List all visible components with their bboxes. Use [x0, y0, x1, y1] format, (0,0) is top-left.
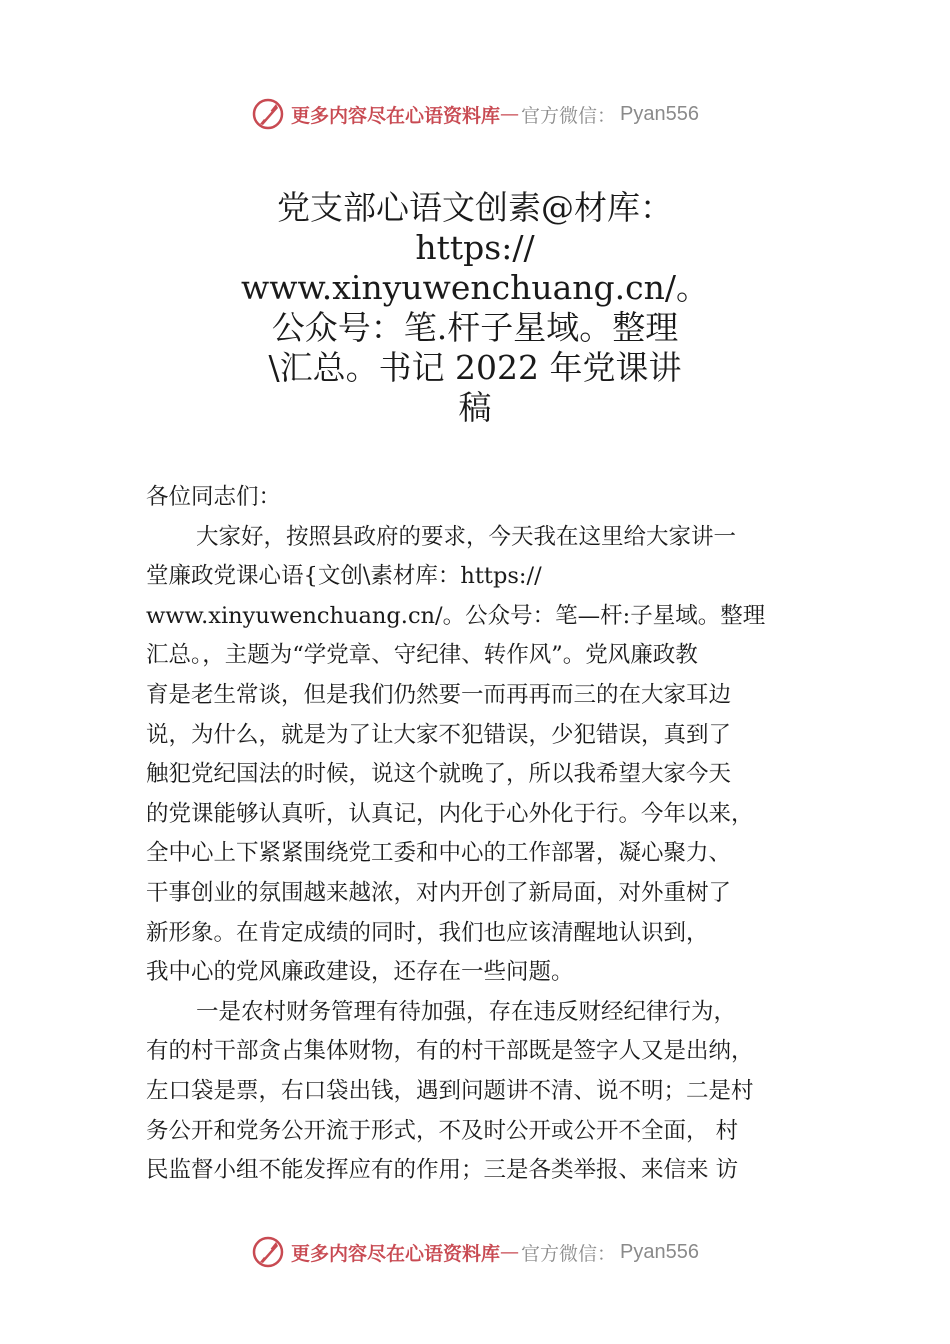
- banner-separator: —: [500, 1241, 520, 1263]
- title-line: \汇总。书记 2022 年党课讲: [268, 348, 682, 387]
- paragraph-line: 堂廉政党课心语{文创\素材库：https://: [146, 563, 542, 590]
- body-text: [146, 518, 836, 1191]
- paragraph-line: 左口袋是票，右口袋出钱，遇到问题讲不清、说不明；二是村: [146, 1077, 754, 1104]
- title-line: 党支部心语文创素@材库：: [277, 188, 673, 227]
- salutation: 各位同志们：: [146, 484, 282, 510]
- paragraph-line: 的党课能够认真听，认真记，内化于心外化于行。今年以来，: [146, 800, 754, 827]
- banner-separator: —: [500, 103, 520, 125]
- paragraph-line: 新形象。在肯定成绩的同时，我们也应该清醒地认识到，: [146, 919, 709, 946]
- paragraph-line: 有的村干部贪占集体财物，有的村干部既是签字人又是出纳，: [146, 1038, 754, 1065]
- banner-main-text: 更多内容尽在心语资料库: [291, 104, 501, 127]
- paragraph-line: www.xinyuwenchuang.cn/。公众号：笔—杆:子星域。整理: [146, 602, 766, 629]
- paragraph-line: 务公开和党务公开流于形式，不及时公开或公开不全面， 村: [146, 1117, 739, 1144]
- paragraph-line: 育是老生常谈，但是我们仍然要一而再再而三的在大家耳边: [146, 681, 732, 708]
- title-line: 稿: [458, 388, 492, 427]
- footer-banner: [0, 1232, 950, 1272]
- paragraph-line: 大家好，按照县政府的要求，今天我在这里给大家讲一: [196, 523, 737, 550]
- paragraph-line: 说，为什么，就是为了让大家不犯错误，少犯错误，真到了: [146, 721, 732, 748]
- paragraph-line: 全中心上下紧紧围绕党工委和中心的工作部署，凝心聚力、: [146, 840, 732, 867]
- title-line: 公众号：笔.杆子星域。整理: [271, 308, 679, 347]
- quill-pen-logo-icon: [251, 97, 285, 131]
- banner-account: Pyan556: [620, 1240, 699, 1263]
- paragraph-line: 一是农村财务管理有待加强，存在违反财经纪律行为，: [196, 998, 737, 1025]
- paragraph-line: 触犯党纪国法的时候，说这个就晚了，所以我希望大家今天: [146, 761, 732, 788]
- paragraph-line: 我中心的党风廉政建设，还存在一些问题。: [146, 959, 574, 986]
- quill-pen-logo-icon: [251, 1235, 285, 1269]
- header-banner: [0, 94, 950, 134]
- paragraph-line: 民监督小组不能发挥应有的作用；三是各类举报、来信来 访: [146, 1157, 739, 1184]
- title-line: www.xinyuwenchuang.cn/。: [240, 268, 710, 307]
- title-line: https://: [415, 228, 535, 267]
- document-title: [150, 188, 800, 428]
- document-body: [146, 478, 836, 1191]
- banner-label: 官方微信：: [521, 104, 617, 127]
- banner-label: 官方微信：: [521, 1242, 617, 1265]
- paragraph-line: 干事创业的氛围越来越浓，对内开创了新局面，对外重树了: [146, 879, 732, 906]
- paragraph-line: 汇总。，主题为“学党章、守纪律、转作风”。党风廉政教: [146, 642, 698, 669]
- banner-main-text: 更多内容尽在心语资料库: [291, 1242, 501, 1265]
- banner-account: Pyan556: [620, 102, 699, 125]
